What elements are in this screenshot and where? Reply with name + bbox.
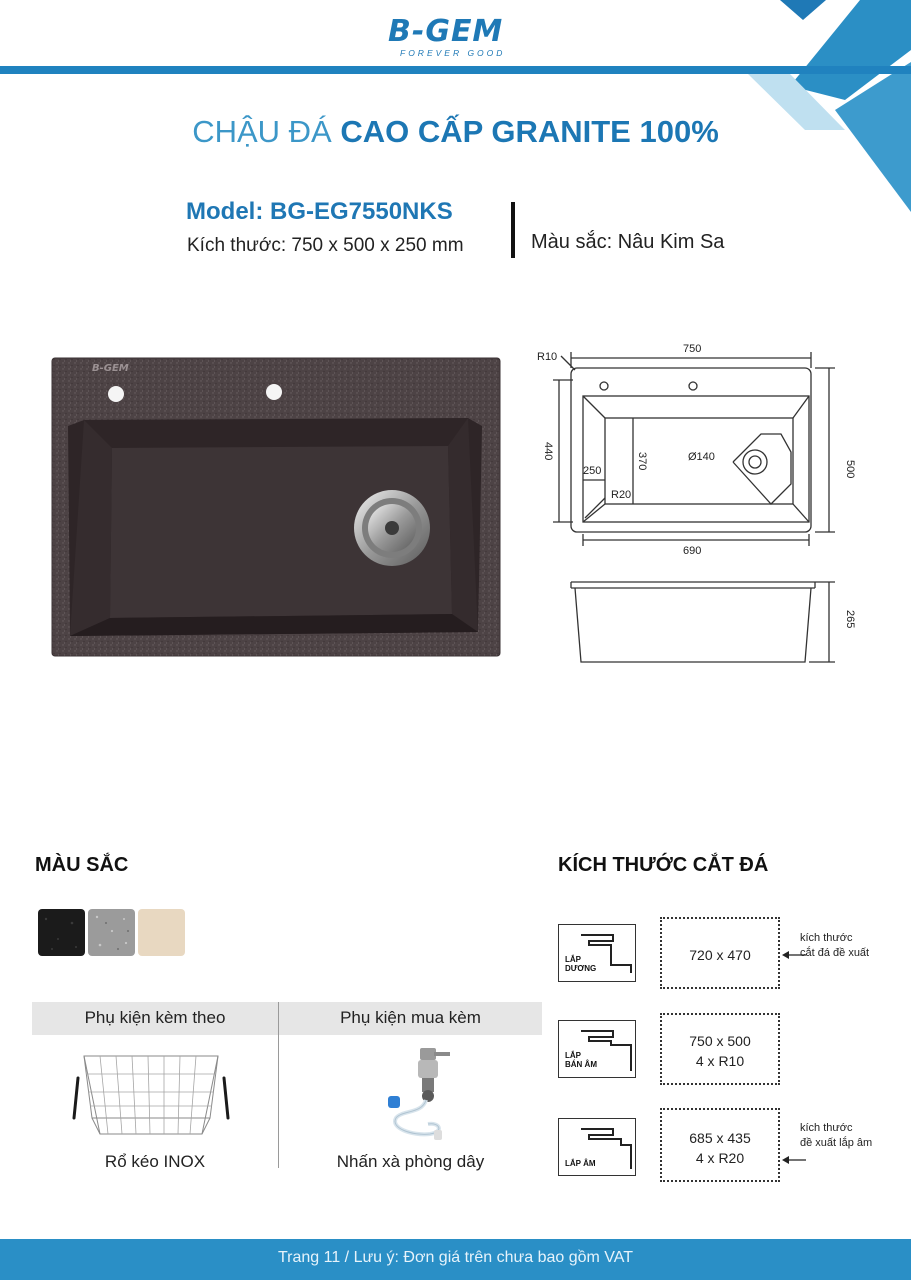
cut-size-box-1 [660, 917, 780, 989]
cut-size-box-2 [660, 1013, 780, 1085]
included-accessories-label: Phụ kiện kèm theo [84, 1008, 226, 1027]
cut-size-1: 720 x 470 [689, 947, 751, 963]
sink-photo [50, 356, 502, 658]
optional-accessories-label: Phụ kiện mua kèm [340, 1008, 481, 1027]
soap-dispenser-image [382, 1044, 462, 1148]
install-label-1a: LẮP [565, 955, 581, 964]
cut-note-3 [800, 1121, 872, 1151]
model-number: Model: BG-EG7550NKS [186, 198, 453, 225]
cut-note-1-line-2: cắt đá đề xuất [800, 947, 870, 959]
dim-drain-diameter: Ø140 [688, 451, 715, 463]
dim-bowl-depth: 370 [636, 452, 648, 471]
product-color: Màu sắc: Nâu Kim Sa [531, 231, 725, 253]
info-divider [511, 202, 515, 258]
cut-radius-3: 4 x R20 [695, 1150, 745, 1166]
dim-inner-depth: 440 [542, 442, 554, 461]
cut-size-2: 750 x 500 [689, 1033, 751, 1049]
dim-corner-radius: R10 [537, 351, 558, 363]
photo-logo: B-GEM [92, 363, 129, 374]
dim-inner-radius: R20 [611, 489, 632, 501]
install-label-2b: BÁN ÂM [565, 1060, 597, 1069]
title-light: CHẬU ĐÁ [192, 114, 332, 149]
drain-basket-image [70, 1048, 232, 1140]
cut-size-3: 685 x 435 [689, 1130, 751, 1146]
install-diagram-undermount [558, 1118, 636, 1176]
dim-height: 265 [844, 610, 856, 629]
title-strong: CAO CẤP GRANITE 100% [340, 114, 719, 149]
footer-bar [0, 1239, 911, 1280]
arrow-left-icon [782, 1155, 806, 1165]
page-title [0, 114, 911, 150]
install-label-1b: DƯƠNG [565, 964, 597, 973]
included-item-name: Rổ kéo INOX [104, 1152, 206, 1171]
install-label-2a: LẮP [565, 1051, 581, 1060]
optional-item-name: Nhấn xà phòng dây [336, 1152, 485, 1171]
install-diagram-top-mount [558, 924, 636, 982]
install-label-3a: LẮP ÂM [565, 1159, 596, 1168]
cut-sizes-heading: KÍCH THƯỚC CẮT ĐÁ [558, 854, 769, 876]
cut-note-1 [800, 931, 869, 961]
footer-note: Trang 11 / Lưu ý: Đơn giá trên chưa bao gồm VAT [277, 1249, 634, 1266]
logo-wordmark: B-GEM [388, 14, 504, 49]
dim-inner-width: 690 [683, 545, 702, 557]
dim-outer-width: 750 [683, 343, 702, 355]
product-size: Kích thước: 750 x 500 x 250 mm [187, 235, 464, 256]
swatch-beige [138, 909, 185, 956]
swatch-gray [88, 909, 135, 956]
cut-radius-2: 4 x R10 [695, 1053, 745, 1069]
swatch-black [38, 909, 85, 956]
header-rule [0, 66, 911, 74]
cut-size-box-3 [660, 1108, 780, 1182]
cut-note-1-line-1: kích thước [800, 932, 853, 944]
install-diagram-semi-flush [558, 1020, 636, 1078]
dim-outer-depth: 500 [844, 460, 856, 479]
cut-note-3-line-1: kích thước [800, 1122, 853, 1134]
logo-tagline: FOREVER GOOD [400, 48, 506, 58]
brand-logo [388, 14, 530, 60]
colors-heading: MÀU SẮC [35, 854, 129, 876]
cut-note-3-line-2: đề xuất lắp âm [800, 1137, 873, 1149]
technical-drawing [533, 334, 856, 674]
dim-drain-offset: 250 [583, 465, 602, 477]
